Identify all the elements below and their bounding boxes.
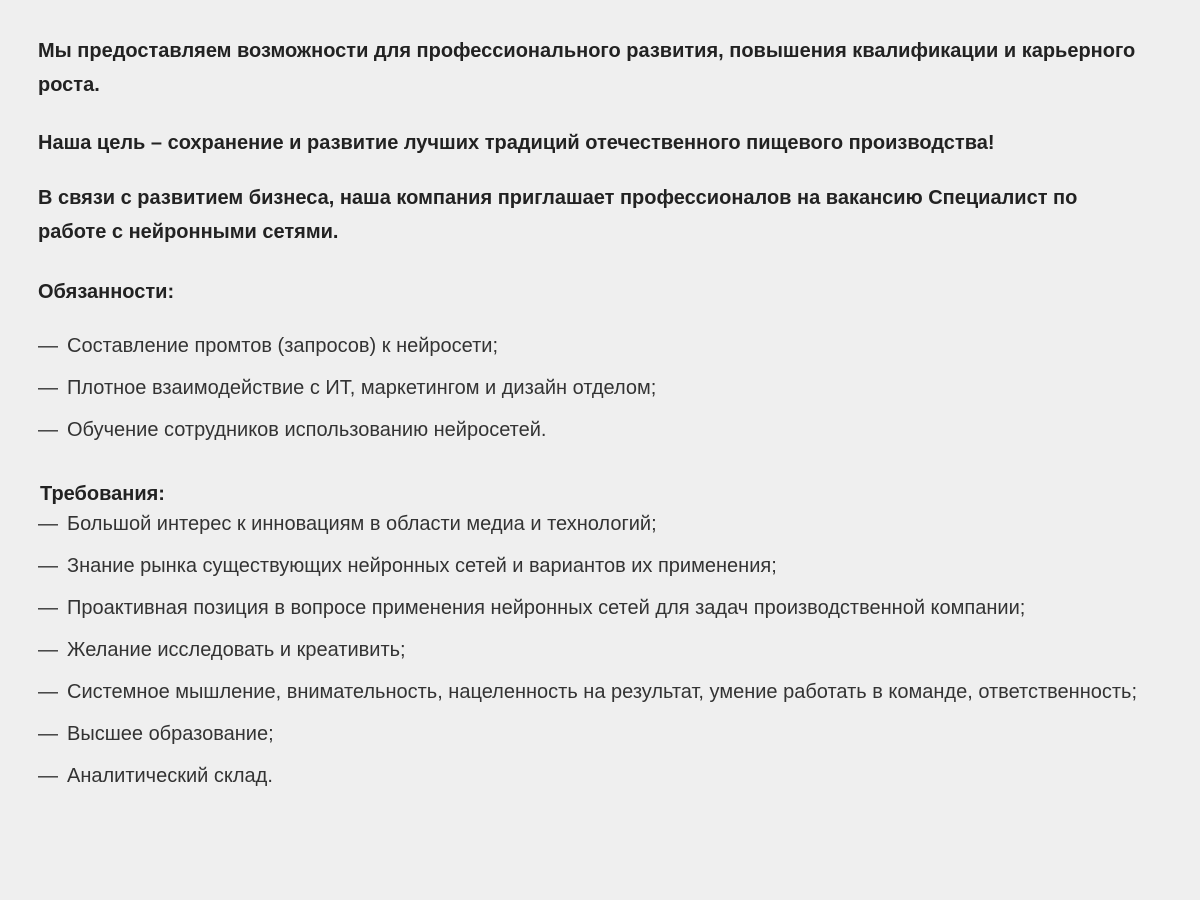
dash-marker: — (38, 419, 58, 441)
list-item-text: Аналитический склад. (67, 765, 273, 787)
list-item-text: Проактивная позиция в вопросе применения нейронных сетей для задач производственной компании; (67, 597, 1026, 619)
dash-marker: — (38, 335, 58, 357)
list-item (38, 676, 1148, 708)
dash-marker: — (38, 377, 58, 399)
dash-marker: — (38, 597, 58, 619)
list-item-text: Желание исследовать и креативить; (67, 639, 406, 661)
list-item-text: Большой интерес к инновациям в области медиа и технологий; (67, 513, 657, 535)
list-item-text: Обучение сотрудников использованию нейросетей. (67, 419, 547, 441)
dash-marker: — (38, 639, 58, 661)
list-item (38, 372, 1148, 404)
intro-paragraph-goal: Наша цель – сохранение и развитие лучших традиций отечественного пищевого производства! (38, 132, 995, 154)
dash-marker: — (38, 765, 58, 787)
duties-list (38, 330, 1148, 456)
requirements-list (38, 508, 1148, 802)
list-item (38, 550, 1148, 582)
dash-marker: — (38, 555, 58, 577)
dash-marker: — (38, 681, 58, 703)
list-item (38, 760, 1148, 792)
list-item (38, 508, 1148, 540)
list-item (38, 718, 1148, 750)
list-item (38, 592, 1148, 624)
list-item-text: Системное мышление, внимательность, нацеленность на результат, умение работать в команде, ответственность; (67, 681, 1138, 703)
dash-marker: — (38, 723, 58, 745)
list-item-text: Составление промтов (запросов) к нейросети; (67, 335, 499, 357)
intro-paragraph-development: Мы предоставляем возможности для профессионального развития, повышения квалификации и карьерного роста. (38, 40, 1136, 96)
duties-heading: Обязанности: (38, 281, 175, 303)
requirements-heading: Требования: (40, 483, 165, 505)
list-item-text: Знание рынка существующих нейронных сетей и вариантов их применения; (67, 555, 777, 577)
list-item (38, 634, 1148, 666)
list-item-text: Плотное взаимодействие с ИТ, маркетингом и дизайн отделом; (67, 377, 657, 399)
intro-paragraph-vacancy: В связи с развитием бизнеса, наша компания приглашает профессионалов на вакансию Специалист по работе с нейронными сетями. (38, 187, 1078, 243)
list-item-text: Высшее образование; (67, 723, 274, 745)
list-item (38, 414, 1148, 446)
list-item (38, 330, 1148, 362)
dash-marker: — (38, 513, 58, 535)
